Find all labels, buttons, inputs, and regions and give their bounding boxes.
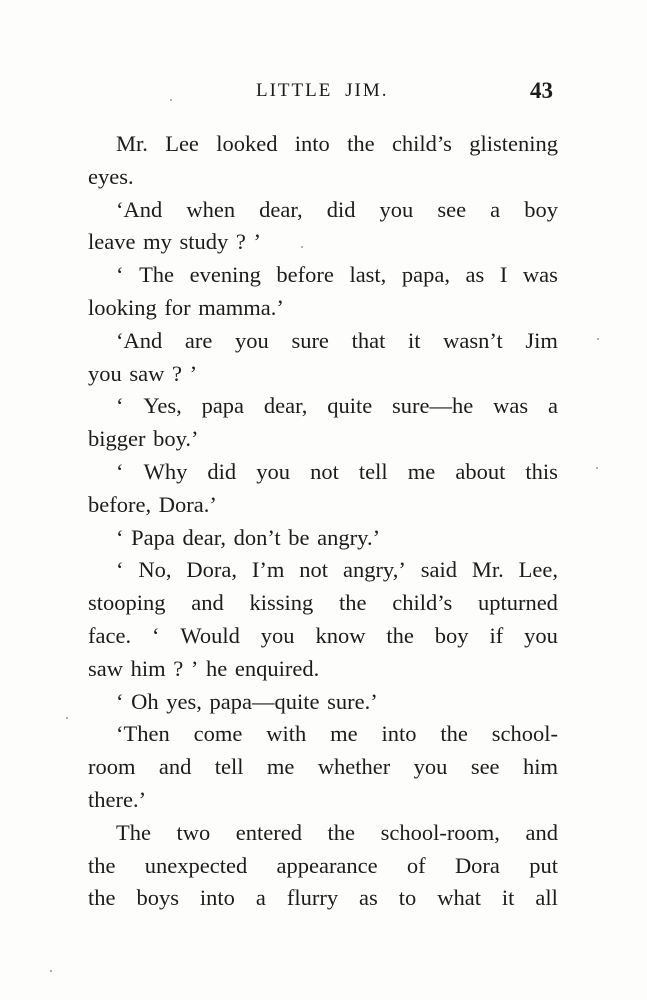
word: with <box>266 721 307 747</box>
word: two <box>176 819 211 845</box>
word: he <box>206 655 228 681</box>
word: what <box>437 885 481 911</box>
word: you <box>260 622 295 648</box>
word: you <box>256 458 290 484</box>
word: upturned <box>477 590 558 616</box>
word: Lee <box>165 131 199 156</box>
word: ? <box>235 229 246 255</box>
word: study <box>179 229 229 255</box>
word: tell <box>214 754 244 780</box>
text-line <box>88 292 558 325</box>
word: boy.’ <box>153 426 199 452</box>
word: school-room, <box>380 819 500 845</box>
word: see <box>470 754 500 780</box>
text-line <box>88 653 558 686</box>
word: angry.’ <box>317 524 381 550</box>
word: the <box>440 721 468 747</box>
word: was <box>493 393 529 419</box>
word: child’s <box>391 131 452 156</box>
running-title: LITTLE JIM. <box>256 80 389 101</box>
word: when <box>186 196 236 222</box>
word: boy <box>524 196 558 222</box>
paper-speck <box>301 246 303 248</box>
text-line <box>88 751 558 784</box>
word: of <box>406 852 426 878</box>
word: school- <box>491 721 558 747</box>
text-line <box>88 325 558 358</box>
word: ‘Then <box>116 721 170 747</box>
word: wasn’t <box>443 327 503 353</box>
word: ‘ <box>116 557 124 583</box>
word: ’ <box>253 229 261 255</box>
word: dear, <box>259 196 303 222</box>
text-line <box>88 161 558 194</box>
word: put <box>529 852 558 878</box>
paper-speck <box>597 338 599 340</box>
word: me <box>407 458 436 484</box>
word: ? <box>172 360 182 386</box>
word: see <box>437 196 467 222</box>
word: ? <box>173 655 184 681</box>
word: papa—quite <box>209 688 320 714</box>
word: looked <box>216 131 278 156</box>
word: sure <box>291 327 329 353</box>
word: you <box>413 754 448 780</box>
word: if <box>489 622 504 648</box>
text-line <box>88 718 558 751</box>
word: it <box>501 885 515 911</box>
body-text <box>88 128 558 915</box>
word: did <box>207 458 237 484</box>
paper-speck <box>596 467 598 469</box>
word: before, <box>88 491 152 517</box>
text-line <box>88 817 558 850</box>
word: said <box>420 557 457 583</box>
word: it <box>408 327 421 353</box>
word: appearance <box>276 852 378 878</box>
word: for <box>164 294 191 320</box>
word: a <box>547 393 558 419</box>
word: my <box>143 229 172 255</box>
text-line <box>88 423 558 456</box>
word: and <box>191 590 224 616</box>
text-line <box>88 194 558 227</box>
paper-speck <box>170 99 172 101</box>
word: glistening <box>469 131 558 156</box>
word: enquired. <box>234 655 320 681</box>
word: all <box>535 885 558 911</box>
running-header <box>0 78 647 108</box>
word: quite <box>327 393 373 419</box>
word: tell <box>358 458 388 484</box>
word: looking <box>88 294 157 320</box>
word: boy <box>434 622 469 648</box>
text-line <box>88 489 558 522</box>
word: Mr. <box>471 557 504 583</box>
word: evening <box>189 262 261 288</box>
text-line <box>88 358 558 391</box>
word: eyes. <box>88 163 134 189</box>
word: Mr. <box>116 131 148 156</box>
word: angry,’ <box>342 557 406 583</box>
word: you <box>524 622 558 648</box>
word: ’ <box>190 655 199 681</box>
word: Lee, <box>518 557 558 583</box>
word: Yes, <box>143 393 182 419</box>
word: ‘ <box>152 622 160 648</box>
text-line <box>88 456 558 489</box>
text-line <box>88 128 558 161</box>
word: ‘ <box>116 458 124 484</box>
word: the <box>338 590 367 616</box>
word: come <box>193 721 243 747</box>
word: you <box>88 360 122 386</box>
word: before <box>276 262 334 288</box>
word: into <box>199 885 235 911</box>
text-line <box>88 784 558 817</box>
word: him <box>130 655 166 681</box>
word: be <box>288 524 310 550</box>
word: and <box>525 819 558 845</box>
word: ‘ <box>116 393 124 419</box>
word: papa, <box>401 262 450 288</box>
text-line <box>88 259 558 292</box>
word: face. <box>88 622 132 648</box>
word: and <box>158 754 192 780</box>
page-number: 43 <box>530 78 553 103</box>
word: Papa <box>131 524 175 550</box>
word: ‘ <box>116 262 124 288</box>
word: about <box>455 458 506 484</box>
word: was <box>522 262 558 288</box>
word: to <box>398 885 417 911</box>
word: dear, <box>263 393 308 419</box>
word: I <box>499 262 508 288</box>
word: flurry <box>286 885 339 911</box>
word: The <box>116 819 151 845</box>
text-line <box>88 587 558 620</box>
word: that <box>351 327 386 353</box>
word: him <box>522 754 558 780</box>
word: mamma.’ <box>198 294 284 320</box>
word: The <box>139 262 175 288</box>
word: the <box>386 622 414 648</box>
word: ‘And <box>116 196 163 222</box>
word: into <box>294 131 330 156</box>
text-line <box>88 522 558 555</box>
word: ‘ <box>116 524 124 550</box>
paper-speck <box>66 717 68 719</box>
text-line <box>88 850 558 883</box>
word: ’ <box>189 360 198 386</box>
word: Dora, <box>186 557 238 583</box>
word: me <box>266 754 295 780</box>
word: did <box>326 196 356 222</box>
word: a <box>255 885 266 911</box>
paper-speck <box>50 970 52 972</box>
word: into <box>381 721 417 747</box>
word: papa <box>201 393 245 419</box>
word: sure.’ <box>327 688 378 714</box>
word: Jim <box>525 327 558 353</box>
word: this <box>525 458 558 484</box>
word: Oh <box>131 688 159 714</box>
text-line <box>88 226 558 259</box>
word: Dora.’ <box>158 491 217 517</box>
word: not <box>299 557 329 583</box>
word: a <box>490 196 501 222</box>
word: child’s <box>392 590 453 616</box>
word: the <box>88 885 116 911</box>
word: as <box>465 262 485 288</box>
word: me <box>330 721 358 747</box>
text-line <box>88 390 558 423</box>
word: entered <box>235 819 303 845</box>
word: Would <box>180 622 240 648</box>
word: saw <box>129 360 165 386</box>
word: not <box>310 458 339 484</box>
word: you <box>379 196 414 222</box>
text-line <box>88 882 558 915</box>
word: yes, <box>166 688 202 714</box>
word: leave <box>88 229 136 255</box>
word: there.’ <box>88 786 147 812</box>
word: know <box>315 622 366 648</box>
word: dear, <box>182 524 226 550</box>
text-line <box>88 686 558 719</box>
word: don’t <box>233 524 281 550</box>
word: ‘ <box>116 688 124 714</box>
word: I’m <box>251 557 285 583</box>
word: the <box>327 819 356 845</box>
word: room <box>88 754 136 780</box>
word: boys <box>136 885 179 911</box>
word: bigger <box>88 426 146 452</box>
word: last, <box>349 262 387 288</box>
word: sure—he <box>392 393 474 419</box>
text-line <box>88 620 558 653</box>
word: unexpected <box>144 852 248 878</box>
word: are <box>184 327 213 353</box>
text-line <box>88 554 558 587</box>
word: whether <box>317 754 391 780</box>
word: the <box>347 131 375 156</box>
word: ‘And <box>116 327 163 353</box>
word: you <box>235 327 269 353</box>
word: saw <box>88 655 123 681</box>
word: the <box>88 852 116 878</box>
word: Why <box>143 458 188 484</box>
word: Dora <box>454 852 500 878</box>
word: stooping <box>88 590 166 616</box>
word: kissing <box>249 590 314 616</box>
word: as <box>359 885 378 911</box>
word: No, <box>138 557 172 583</box>
